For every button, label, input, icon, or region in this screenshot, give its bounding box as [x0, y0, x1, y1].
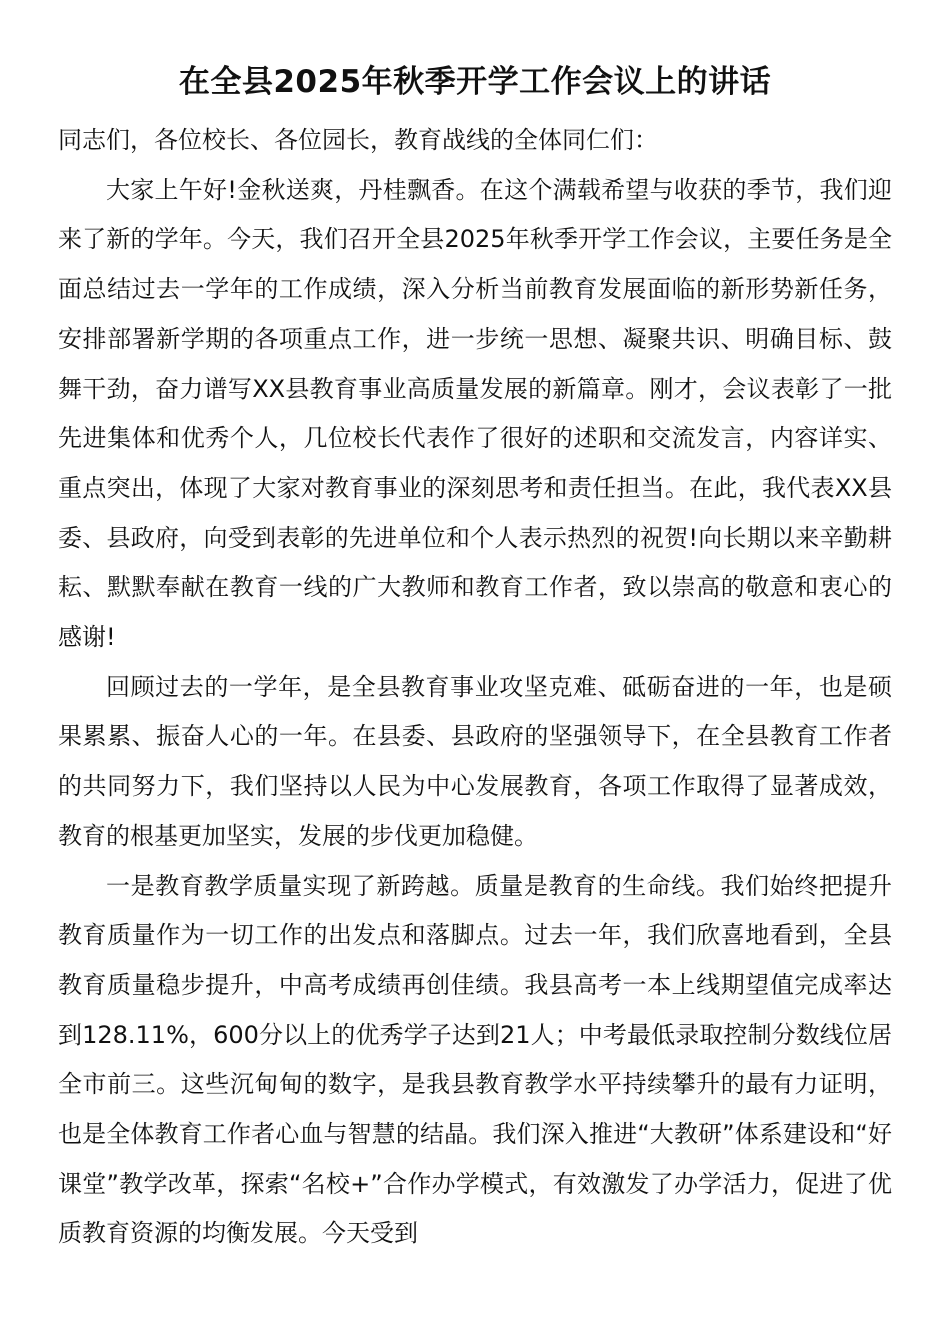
paragraph-review: 回顾过去的一学年，是全县教育事业攻坚克难、砥砺奋进的一年，也是硕果累累、振奋人心的一年。在县委、县政府的坚强领导下，在全县教育工作者的共同努力下，我们坚持以人民为中心发展教育，各项工作取得了显著成效，教育的根基更加坚实，发展的步伐更加稳健。: [58, 672, 892, 850]
document-title: 在全县2025年秋季开学工作会议上的讲话: [178, 64, 772, 100]
paragraph-quality: 一是教育教学质量实现了新跨越。质量是教育的生命线。我们始终把提升教育质量作为一切工作的出发点和落脚点。过去一年，我们欣喜地看到，全县教育质量稳步提升，中高考成绩再创佳绩。我县高考一本上线期望值完成率达到128.11%，600分以上的优秀学子达到21人；中考最低录取控制分数线位居全市前三。这些沉甸甸的数字，是我县教育教学水平持续攀升的最有力证明，也是全体教育工作者心血与智慧的结晶。我们深入推进“大教研”体系建设和“好课堂”教学改革，探索“名校+”合作办学模式，有效激发了办学活力，促进了优质教育资源的均衡发展。今天受到: [58, 871, 892, 1248]
document-body: [58, 116, 892, 1259]
paragraph-opening: 大家上午好!金秋送爽，丹桂飘香。在这个满载希望与收获的季节，我们迎来了新的学年。今天，我们召开全县2025年秋季开学工作会议，主要任务是全面总结过去一学年的工作成绩，深入分析当前教育发展面临的新形势新任务，安排部署新学期的各项重点工作，进一步统一思想、凝聚共识、明确目标、鼓舞干劲，奋力谱写XX县教育事业高质量发展的新篇章。刚才，会议表彰了一批先进集体和优秀个人，几位校长代表作了很好的述职和交流发言，内容详实、重点突出，体现了大家对教育事业的深刻思考和责任担当。在此，我代表XX县委、县政府，向受到表彰的先进单位和个人表示热烈的祝贺!向长期以来辛勤耕耘、默默奉献在教育一线的广大教师和教育工作者，致以崇高的敬意和衷心的感谢!: [58, 175, 892, 652]
salutation: 同志们，各位校长、各位园长，教育战线的全体同仁们：: [58, 126, 658, 154]
